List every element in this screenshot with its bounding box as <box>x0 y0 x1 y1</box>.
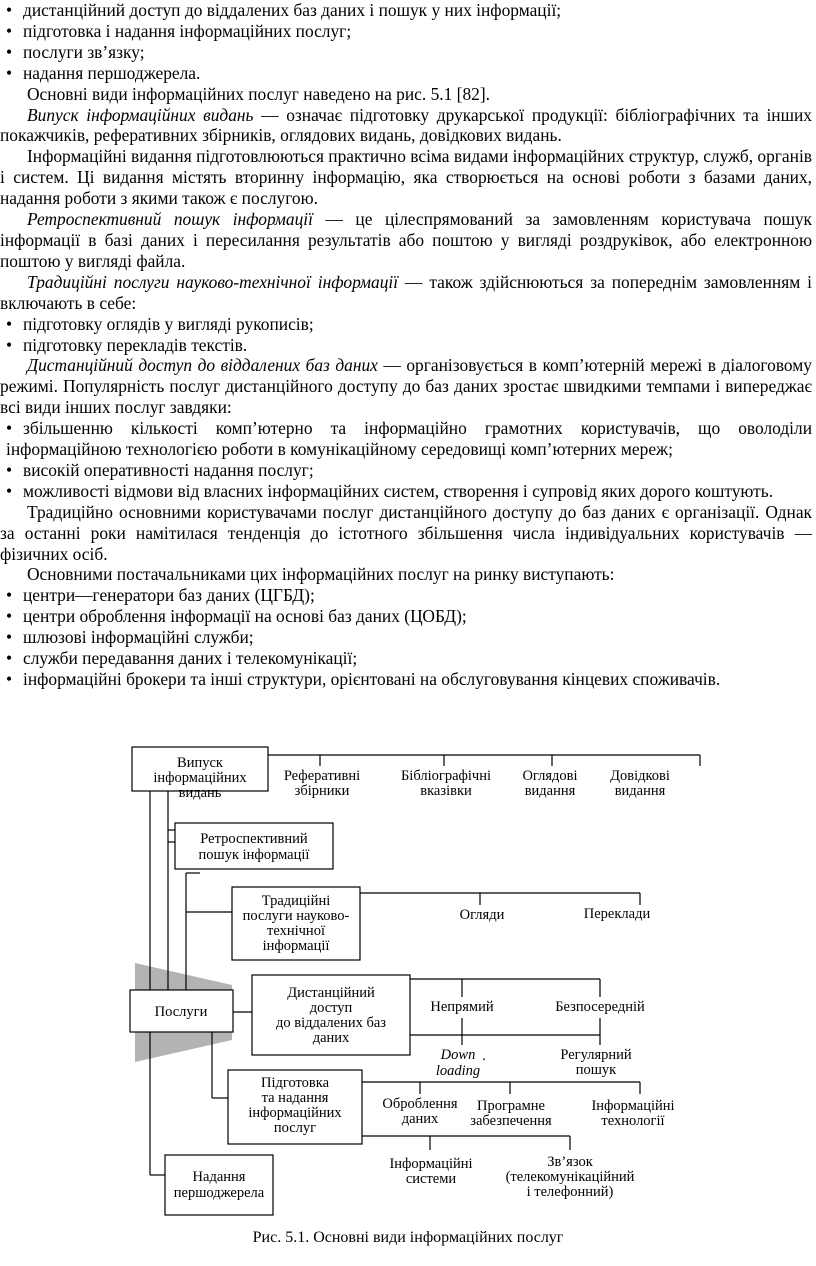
label-dovidkovi: Довідкові видання <box>610 768 670 799</box>
list-item: • центри—генератори баз даних (ЦГБД); <box>6 585 315 606</box>
box-vypusk-label: Випуск інформаційних видань <box>153 755 247 801</box>
list-item: • підготовку оглядів у вигляді рукописів; <box>6 313 314 334</box>
term: Дистанційний доступ до віддалених баз даних <box>27 355 378 376</box>
label-bezposerednii: Безпосередній <box>555 999 645 1015</box>
bullet-icon: • <box>6 648 13 669</box>
paragraph: Основними постачальниками цих інформаційних послуг на ринку виступають: <box>27 564 615 585</box>
label-regular: Регулярний пошук <box>560 1047 632 1078</box>
paragraph: Основні види інформаційних послуг наведено на рис. 5.1 [82]. <box>27 83 490 104</box>
dot-icon: · <box>481 1052 487 1068</box>
box-nadannia-label: Надання першоджерела <box>173 1169 265 1201</box>
label-programne: Програмне забезпечення <box>470 1098 552 1129</box>
box-poslugy-label: Послуги <box>154 1004 208 1020</box>
label-bibliogr: Бібліографічні вказівки <box>400 768 492 799</box>
list-item: • шлюзові інформаційні служби; <box>6 627 254 648</box>
label-obroblennia: Оброблення даних <box>382 1096 458 1127</box>
bullet-icon: • <box>6 585 13 606</box>
list-item: • підготовку перекладів текстів. <box>6 334 248 355</box>
list-item: • центри оброблення інформації на основі баз даних (ЦОБД); <box>6 606 467 627</box>
bullet-icon: • <box>6 459 13 480</box>
figure-caption: Рис. 5.1. Основні види інформаційних послуг <box>252 1229 564 1246</box>
paragraph: Інформаційні видання підготовлюються практично всіма видами інформаційних структур, служб, органів і систем. Ці видання містять вторинну інформацію, яка створюється на основі роботи з базами даних, надання роботи з якими також є послугою. <box>0 146 812 209</box>
bullet-icon: • <box>6 606 13 627</box>
list-item: • можливості відмови від власних інформаційних систем, створення і супровід яких дорого коштують. <box>6 480 774 501</box>
list-item: • служби передавання даних і телекомунікації; <box>6 648 358 669</box>
bullet-icon: • <box>6 0 13 20</box>
label-info-tech: Інформаційні технології <box>591 1098 675 1129</box>
paragraph: Випуск інформаційних видань — означає підготовку друкарської продукції: бібліографічних та інших покажчиків, реферативних збірників, оглядових видань, довідкових видань. <box>0 104 813 146</box>
list-item: • дистанційний доступ до віддалених баз даних і пошук у них інформації; <box>6 0 562 20</box>
paragraph: Традиційні послуги науково-технічної інформації — також здійснюються за попереднім замовленням і включають в себе: <box>0 271 812 313</box>
bullet-icon: • <box>6 418 13 439</box>
label-ogliady: Огляди <box>459 907 505 923</box>
label-zviazok: Зв’язок (телекомунікаційний і телефонний) <box>505 1154 635 1200</box>
term: Традиційні послуги науково-технічної інформації <box>27 271 399 292</box>
bullet-icon: • <box>6 480 13 501</box>
bullet-icon: • <box>6 62 13 83</box>
bullet-icon: • <box>6 627 13 648</box>
bullet-icon: • <box>6 313 13 334</box>
label-nepriamyi: Непрямий <box>430 999 494 1015</box>
box-dystan-label: Дистанційний доступ до віддалених баз даних <box>275 985 387 1046</box>
list-item: • підготовка і надання інформаційних послуг; <box>6 20 352 41</box>
list-item: • надання першоджерела. <box>6 62 201 83</box>
list-item: • інформаційні брокери та інші структури, орієнтовані на обслуговування кінцевих споживачів. <box>6 669 721 689</box>
label-ogliadovi: Оглядові видання <box>522 768 578 799</box>
bullet-icon: • <box>6 20 13 41</box>
box-tradit-label: Традиційні послуги науково-технічної інформації <box>242 893 350 954</box>
list-item: • високій оперативності надання послуг; <box>6 459 314 480</box>
bullet-icon: • <box>6 669 13 689</box>
label-info-sys: Інформаційні системи <box>389 1156 473 1187</box>
label-referat: Реферативні збірники <box>283 768 361 799</box>
term: Випуск інформаційних видань <box>27 104 254 125</box>
list-item: • збільшенню кількості комп’ютерно та інформаційно грамотних користувачів, що оволоділи інформаційною технологією роботи в комунікаційному середовищі комп’ютерних мереж; <box>6 418 812 460</box>
label-pereklady: Переклади <box>583 906 651 922</box>
bullet-icon: • <box>6 334 13 355</box>
label-down-loading: Down loading <box>435 1047 481 1079</box>
paragraph: Дистанційний доступ до віддалених баз даних — організовується в комп’ютерній мережі в діалоговому режимі. Популярність послуг дистанційного доступу до баз даних зростає швидкими темпами і випереджає всі види інших послуг завдяки: <box>0 355 812 418</box>
paragraph: Традиційно основними користувачами послуг дистанційного доступу до баз даних є організації. Однак за останні роки намітилася тенденція до істотного збільшення числа індивідуальних користувачів — фізичних осіб. <box>0 501 812 564</box>
box-retro-label: Ретроспективний пошук інформації <box>198 831 310 863</box>
paragraph: Ретроспективний пошук інформації — це цілеспрямований за замовленням користувача пошук інформації в базі даних і пересилання результатів або поштою у вигляді роздруківок, або електронною поштою у вигляді файла. <box>0 209 812 271</box>
bullet-icon: • <box>6 41 13 62</box>
list-item: • послуги зв’язку; <box>6 41 145 62</box>
term: Ретроспективний пошук інформації <box>27 209 313 230</box>
box-pidgot-label: Підготовка та надання інформаційних послуг <box>248 1075 342 1136</box>
